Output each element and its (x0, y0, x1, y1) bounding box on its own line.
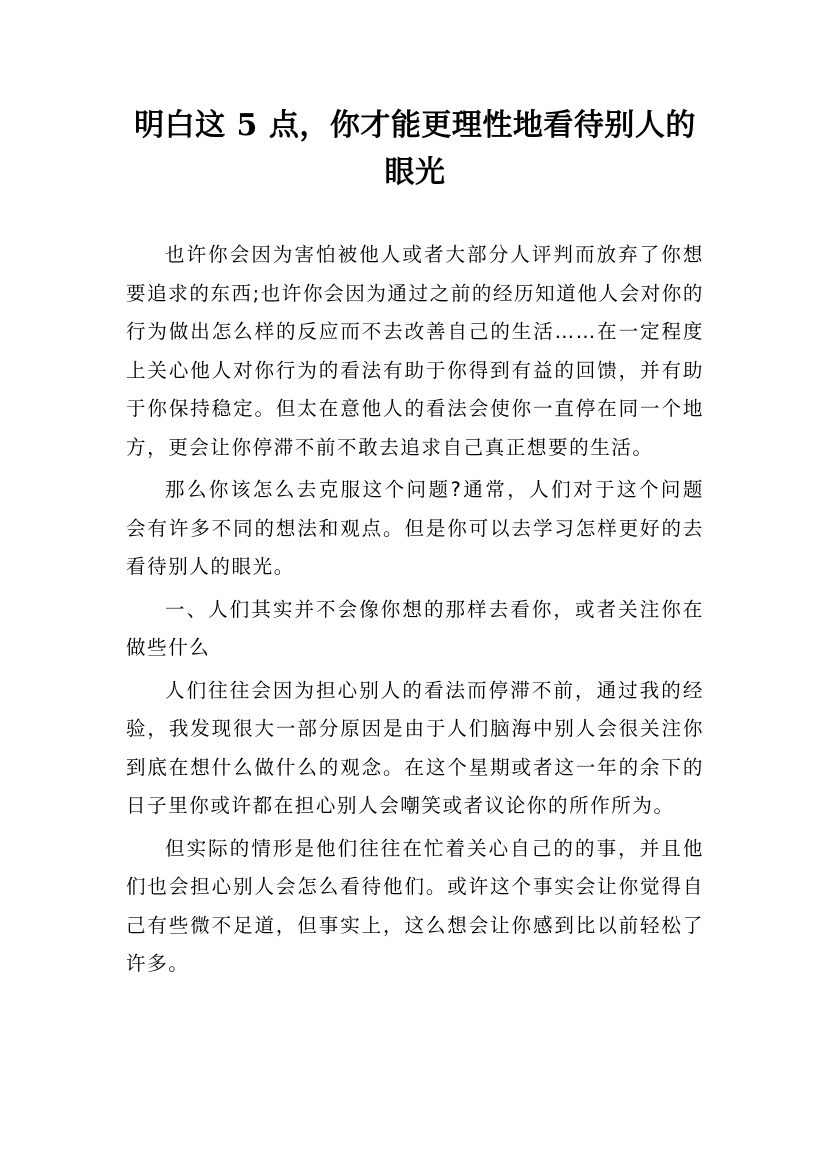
section-heading-1: 一、人们其实并不会像你想的那样去看你，或者关注你在做些什么 (126, 597, 704, 659)
document-title: 明白这 5 点，你才能更理性地看待别人的眼光 (134, 108, 696, 190)
paragraph-question: 那么你该怎么去克服这个问题?通常，人们对于这个问题会有许多不同的想法和观点。但是你可以去学习怎样更好的去看待别人的眼光。 (126, 478, 704, 578)
paragraph-section-1-b: 但实际的情形是他们往往在忙着关心自己的的事，并且他们也会担心别人会怎么看待他们。或许这个事实会让你觉得自己有些微不足道，但事实上，这么想会让你感到比以前轻松了许多。 (126, 836, 704, 975)
document-body (126, 236, 704, 988)
paragraph-intro: 也许你会因为害怕被他人或者大部分人评判而放弃了你想要追求的东西;也许你会因为通过之前的经历知道他人会对你的行为做出怎么样的反应而不去改善自己的生活……在一定程度上关心他人对你行为的看法有助于你得到有益的回馈，并有助于你保持稳定。但太在意他人的看法会使你一直停在同一个地方，更会让你停滞不前不敢去追求自己真正想要的生活。 (126, 243, 704, 459)
paragraph-section-1-a: 人们往往会因为担心别人的看法而停滞不前，通过我的经验，我发现很大一部分原因是由于人们脑海中别人会很关注你到底在想什么做什么的观念。在这个星期或者这一年的余下的日子里你或许都在担心别人会嘲笑或者议论你的所作所为。 (126, 678, 704, 817)
